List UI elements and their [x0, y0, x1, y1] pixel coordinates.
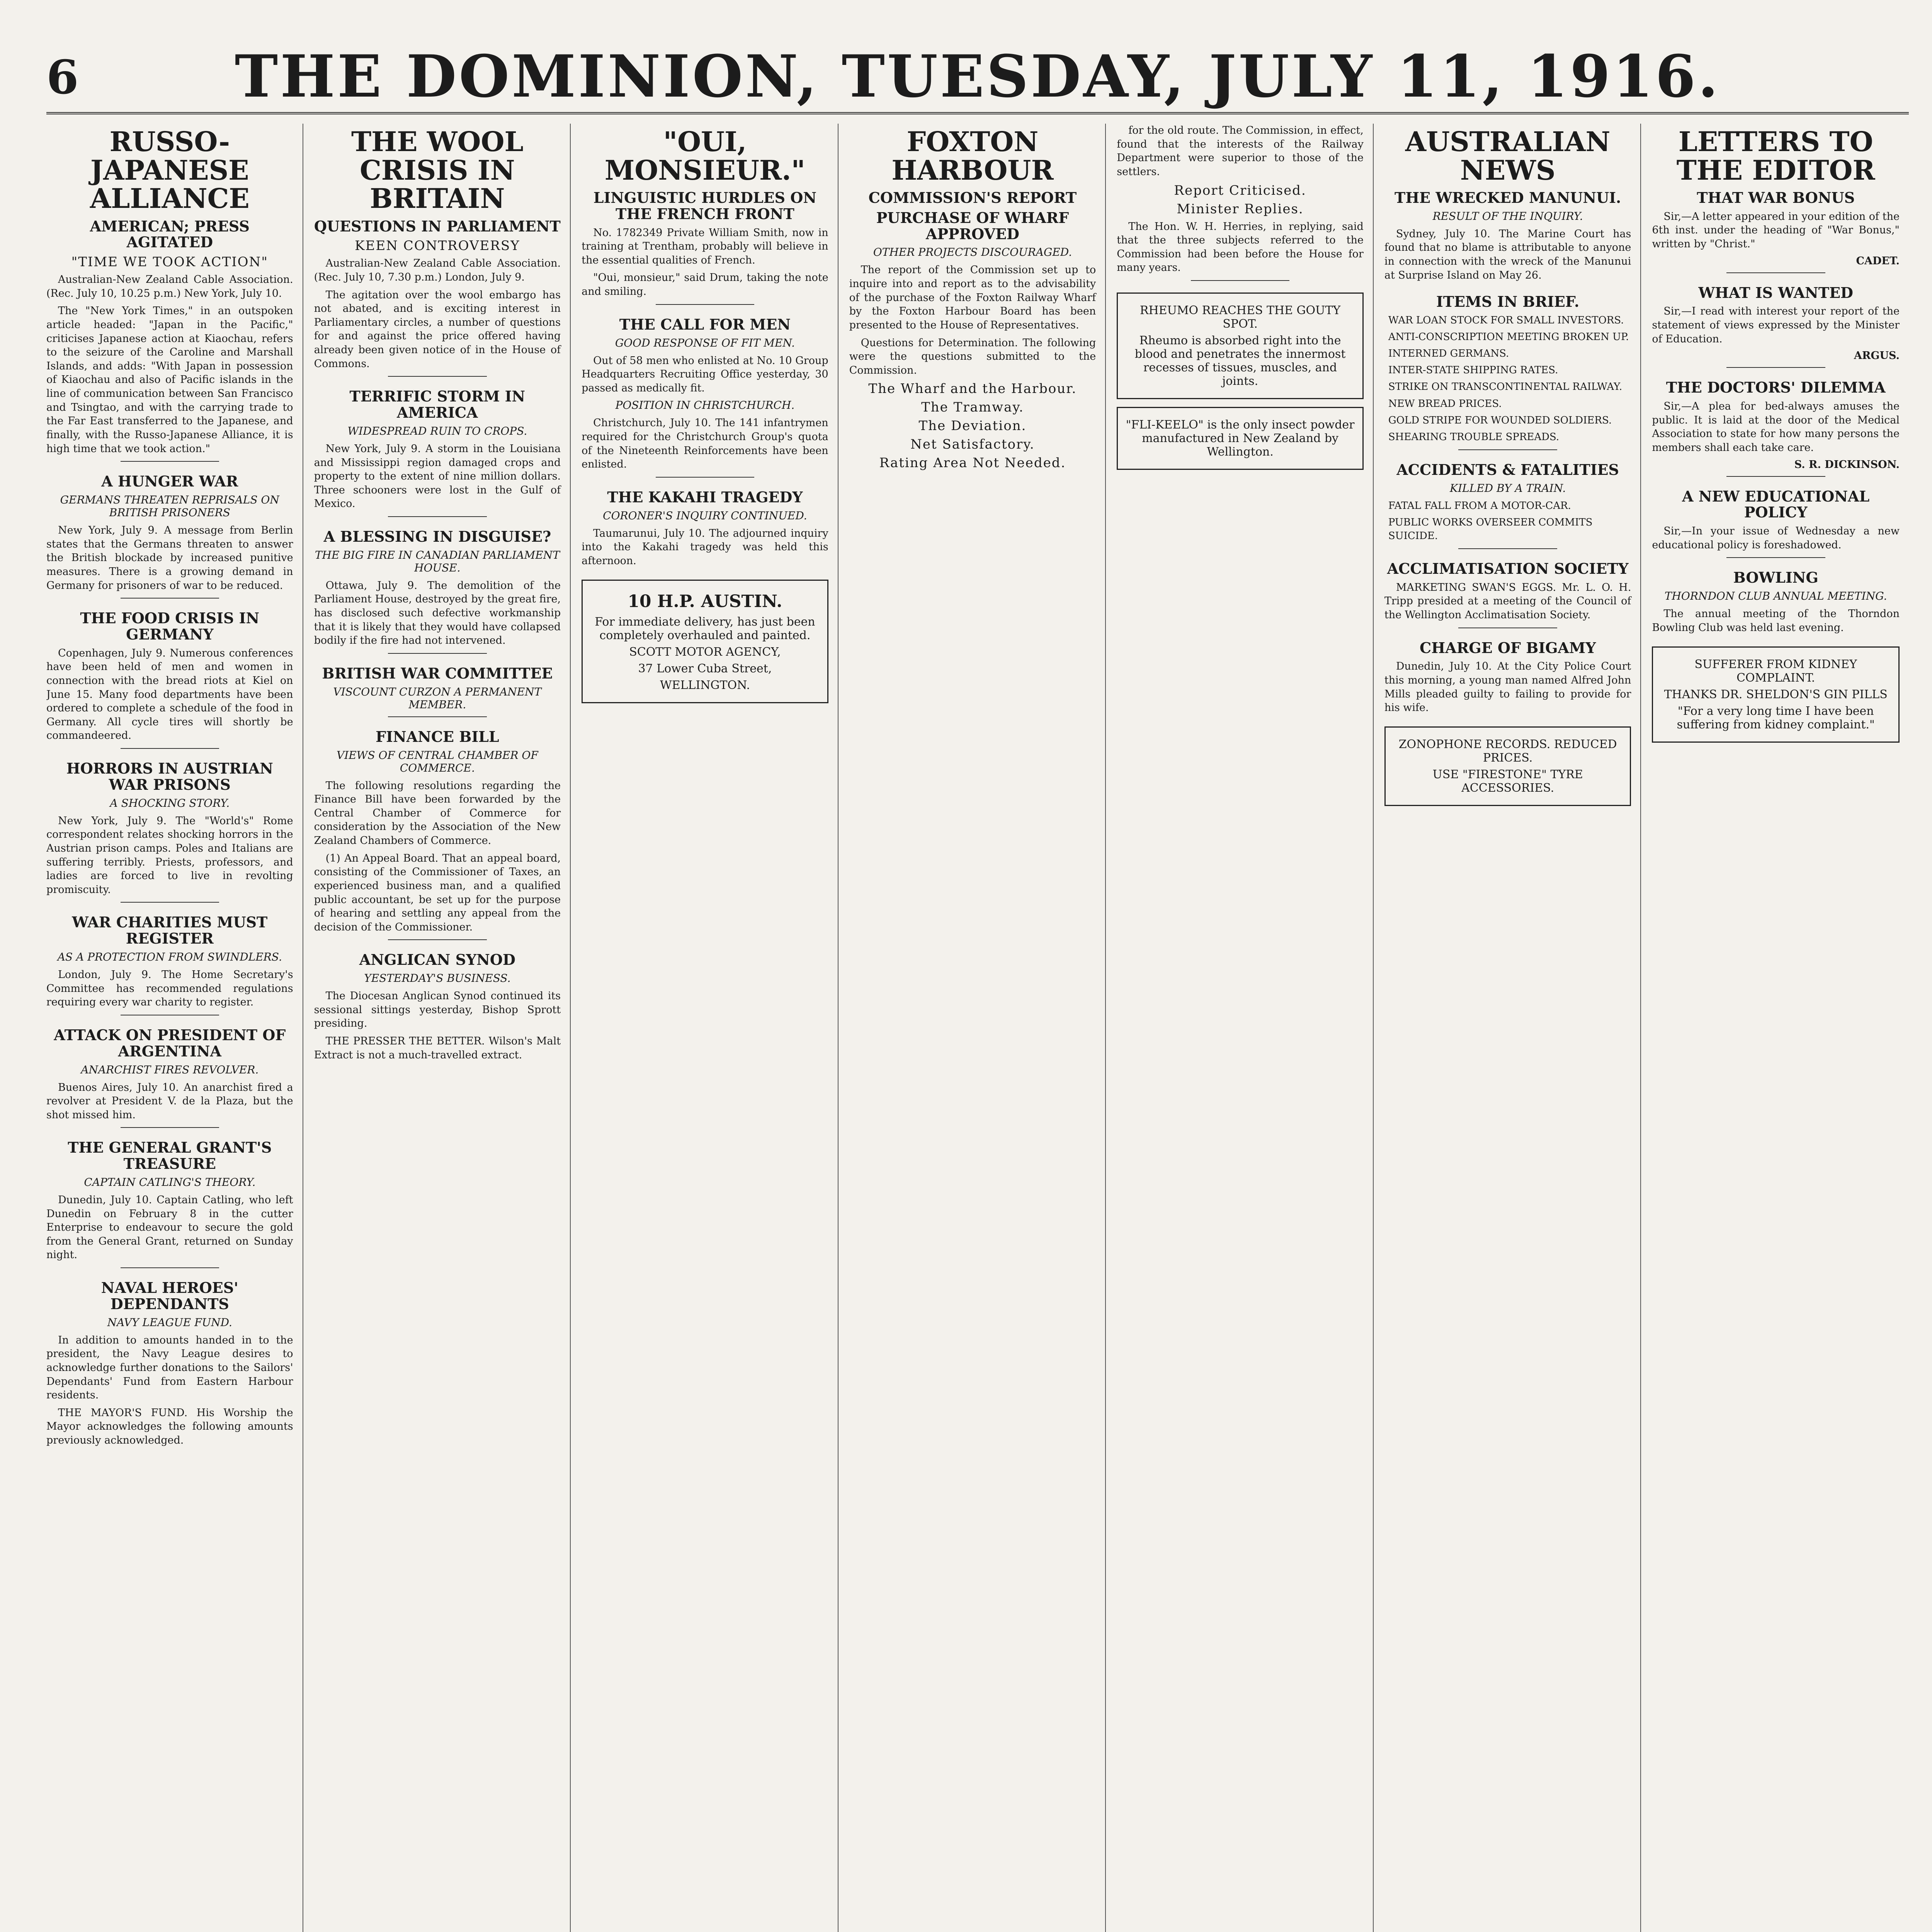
ad-title: 10 H.P. AUSTIN. — [628, 591, 782, 611]
paragraph: for the old route. The Commission, in effect, found that the interests of the Railway Department were superior to those of the settlers. — [1117, 124, 1364, 178]
headline: WHAT IS WANTED — [1698, 284, 1853, 301]
article-blessing-disguise — [314, 529, 561, 654]
subhead: CAPTAIN CATLING'S THEORY. — [84, 1175, 256, 1189]
article-doctors-dilemma — [1652, 379, 1900, 476]
article-items-in-brief — [1384, 294, 1631, 450]
article-body — [314, 442, 561, 511]
subhead: THE WRECKED MANUNUI. — [1394, 189, 1621, 206]
article-general-grant — [46, 1139, 293, 1268]
column-1 — [46, 124, 303, 1932]
paragraph: The following resolutions regarding the Finance Bill have been forwarded by the Central Chamber of Commerce for consideration by the Association of the New Zealand Chambers of Commerce. — [314, 779, 561, 847]
headline: FOXTON HARBOUR — [891, 126, 1054, 186]
paragraph: Sir,—A letter appeared in your edition of the 6th inst. under the heading of "War Bonus," written by "Christ." — [1652, 210, 1900, 250]
paragraph: Sir,—I read with interest your report of the statement of views expressed by the Minister of Education. — [1652, 305, 1900, 345]
ad-text: SCOTT MOTOR AGENCY, — [629, 645, 781, 659]
subhead: ANARCHIST FIRES REVOLVER. — [81, 1063, 259, 1076]
newspaper-title: THE DOMINION, TUESDAY, JULY 11, 1916. — [235, 43, 1721, 111]
subhead: VIEWS OF CENTRAL CHAMBER OF COMMERCE. — [336, 748, 538, 774]
divider — [388, 939, 486, 940]
column-5 — [1117, 124, 1374, 1932]
article-storm-america — [314, 388, 561, 517]
article-body — [314, 257, 561, 371]
divider — [388, 516, 486, 517]
article-body — [582, 527, 828, 568]
subhead: QUESTIONS IN PARLIAMENT — [314, 217, 561, 235]
headline: CHARGE OF BIGAMY — [1420, 639, 1596, 656]
article-body — [1384, 660, 1631, 715]
advertisement-gin-pills — [1652, 646, 1900, 743]
article-foxton-continued — [1117, 124, 1364, 281]
paragraph: Australian-New Zealand Cable Association. (Rec. July 10, 10.25 p.m.) New York, July 10. — [46, 274, 293, 299]
paragraph: New York, July 9. A message from Berlin states that the Germans threaten to answer the British blockade by increased punitive measures. There is a growing demand in Germany for prisoners of war to be reduced. — [46, 524, 293, 592]
ad-text: USE "FIRESTONE" TYRE ACCESSORIES. — [1432, 767, 1583, 795]
brief-item: GOLD STRIPE FOR WOUNDED SOLDIERS. — [1388, 414, 1612, 426]
dek: OTHER PROJECTS DISCOURAGED. — [873, 246, 1072, 259]
article-body — [46, 273, 293, 456]
divider — [388, 653, 486, 654]
article-wool-crisis — [314, 128, 561, 377]
article-kakahi-tragedy — [582, 489, 828, 568]
paragraph: No. 1782349 Private William Smith, now in training at Trentham, probably will believe in the essential qualities of French. — [582, 226, 828, 266]
ad-text: For immediate delivery, has just been completely overhauled and painted. — [595, 615, 815, 642]
dek: RESULT OF THE INQUIRY. — [1432, 209, 1583, 223]
article-war-charities — [46, 914, 293, 1015]
subhead: AS A PROTECTION FROM SWINDLERS. — [57, 951, 282, 964]
article-body — [314, 989, 561, 1062]
article-body — [46, 1081, 293, 1122]
article-foxton-harbour — [849, 128, 1096, 471]
divider — [1458, 449, 1557, 450]
headline: ANGLICAN SYNOD — [359, 951, 515, 969]
divider — [121, 598, 219, 599]
headline: "OUI, MONSIEUR." — [604, 126, 805, 186]
paragraph: Out of 58 men who enlisted at No. 10 Group Headquarters Recruiting Office yesterday, 30 passed as medically fit. — [582, 354, 828, 394]
brief-item: FATAL FALL FROM A MOTOR-CAR. — [1388, 500, 1571, 512]
article-austrian-prisons — [46, 760, 293, 903]
brief-item: INTER-STATE SHIPPING RATES. — [1388, 364, 1558, 376]
subhead: KILLED BY A TRAIN. — [1450, 481, 1566, 495]
article-body — [1384, 581, 1631, 622]
section-heading: Net Satisfactory. — [910, 437, 1035, 452]
paragraph: Taumarunui, July 10. The adjourned inquiry into the Kakahi tragedy was held this afternoon. — [582, 527, 828, 567]
paragraph: New York, July 9. The "World's" Rome correspondent relates shocking horrors in the Austrian prison camps. Poles and Italians are suffering terribly. Priests, professors, and ladies are forced to live in revolting promiscuity. — [46, 815, 293, 896]
paragraph: The "New York Times," in an outspoken article headed: "Japan in the Pacific," criticises Japanese action at Kiaochau, refers to the seizure of the Caroline and Marshall Islands, and adds: "With Japan in possession of Kiaochau and also of Pacific islands in the line of communication between San Francisco and Tsingtao, and with the carrying trade to the Far East transferred to the Japanese, and finally, with the Russo-Japanese Alliance, it is high time that we took action." — [46, 305, 293, 455]
ad-text: Rheumo is absorbed right into the blood and penetrates the innermost recesses of tissues, muscles, and joints. — [1134, 334, 1346, 388]
paragraph: The Hon. W. H. Herries, in replying, said that the three subjects referred to the Commission had been before the House for many years. — [1117, 220, 1364, 274]
paragraph: Christchurch, July 10. The 141 infantrymen required for the Christchurch Group's quota of the Nineteenth Reinforcements have been enlisted. — [582, 417, 828, 471]
article-bigamy — [1384, 640, 1631, 715]
article-body — [314, 579, 561, 648]
divider — [121, 461, 219, 462]
brief-item: STRIKE ON TRANSCONTINENTAL RAILWAY. — [1388, 381, 1622, 393]
headline: THE DOCTORS' DILEMMA — [1666, 379, 1886, 396]
brief-item: ANTI-CONSCRIPTION MEETING BROKEN UP. — [1388, 331, 1629, 343]
article-body — [1652, 524, 1900, 552]
article-food-crisis — [46, 610, 293, 749]
article-finance-bill — [314, 729, 561, 940]
advertisement-flikeelo — [1117, 407, 1364, 470]
paragraph: THE PRESSER THE BETTER. Wilson's Malt Extract is not a much-travelled extract. — [314, 1035, 561, 1061]
section-heading: The Wharf and the Harbour. — [868, 381, 1077, 397]
headline: HORRORS IN AUSTRIAN WAR PRISONS — [66, 760, 273, 793]
subhead: POSITION IN CHRISTCHURCH. — [615, 399, 795, 412]
headline: ACCLIMATISATION SOCIETY — [1387, 560, 1629, 577]
article-anglican-synod — [314, 952, 561, 1062]
headline: ATTACK ON PRESIDENT OF ARGENTINA — [54, 1026, 286, 1060]
ad-text: THANKS DR. SHELDON'S GIN PILLS — [1664, 687, 1888, 701]
paragraph: Dunedin, July 10. Captain Catling, who left Dunedin on February 8 in the cutter Enterprise to endeavour to secure the gold from the General Grant, returned on Sunday night. — [46, 1194, 293, 1261]
article-british-war-committee — [314, 665, 561, 717]
advertisement-austin — [582, 580, 828, 703]
paragraph: THE MAYOR'S FUND. His Worship the Mayor acknowledges the following amounts previously acknowledged. — [46, 1406, 293, 1447]
headline: THE CALL FOR MEN — [619, 315, 791, 333]
signature: S. R. DICKINSON. — [1794, 458, 1900, 471]
signature: CADET. — [1856, 255, 1900, 267]
article-body — [582, 416, 828, 471]
paragraph: London, July 9. The Home Secretary's Committee has recommended regulations requiring every war charity to register. — [46, 969, 293, 1009]
headline: LETTERS TO THE EDITOR — [1676, 126, 1875, 186]
subhead: AMERICAN; PRESS AGITATED — [90, 217, 250, 251]
headline: AUSTRALIAN NEWS — [1405, 126, 1611, 186]
article-argentina — [46, 1027, 293, 1128]
article-body — [46, 646, 293, 743]
divider — [121, 1267, 219, 1268]
subhead: VISCOUNT CURZON A PERMANENT MEMBER. — [333, 685, 542, 711]
subhead: LINGUISTIC HURDLES ON THE FRENCH FRONT — [593, 189, 817, 223]
headline: THE WOOL CRISIS IN BRITAIN — [351, 126, 524, 214]
subhead: THORNDON CLUB ANNUAL MEETING. — [1664, 590, 1887, 603]
divider — [656, 304, 754, 305]
article-bowling — [1652, 570, 1900, 634]
headline: RUSSO-JAPANESE ALLIANCE — [90, 126, 250, 214]
article-body — [849, 263, 1096, 471]
ad-text: "For a very long time I have been suffering from kidney complaint." — [1677, 704, 1875, 731]
article-body — [1117, 124, 1364, 198]
article-body — [46, 1333, 293, 1447]
article-body — [1652, 607, 1900, 634]
headline: BRITISH WAR COMMITTEE — [322, 664, 553, 682]
subhead: COMMISSION'S REPORT — [868, 189, 1077, 206]
paragraph: The Diocesan Anglican Synod continued its sessional sittings yesterday, Bishop Sprott presiding. — [314, 990, 561, 1030]
divider — [1726, 557, 1825, 558]
section-heading: Rating Area Not Needed. — [879, 455, 1066, 471]
ad-text: "FLI-KEELO" is the only insect powder manufactured in New Zealand by Wellington. — [1126, 418, 1355, 459]
brief-item: SHEARING TROUBLE SPREADS. — [1388, 431, 1560, 443]
subhead: THAT WAR BONUS — [1697, 189, 1855, 206]
column-4 — [849, 124, 1106, 1932]
article-body — [314, 779, 561, 934]
signature: ARGUS. — [1854, 350, 1900, 362]
paragraph: Sydney, July 10. The Marine Court has found that no blame is attributable to anyone in connection with the wreck of the Manunui at Surprise Island on May 26. — [1384, 228, 1631, 281]
article-body — [1652, 400, 1900, 455]
paragraph: In addition to amounts handed in to the president, the Navy League desires to acknowledge further donations to the Sailors' Dependants' Fund from Eastern Harbour residents. — [46, 1334, 293, 1401]
subhead: THE BIG FIRE IN CANADIAN PARLIAMENT HOUSE. — [315, 548, 560, 574]
brief-item: WAR LOAN STOCK FOR SMALL INVESTORS. — [1388, 315, 1624, 327]
column-3 — [582, 124, 838, 1932]
article-oui-monsieur — [582, 128, 828, 305]
section-heading: Report Criticised. — [1174, 182, 1306, 198]
subhead: GERMANS THREATEN REPRISALS ON BRITISH PRISONERS — [60, 493, 279, 519]
paragraph: Sir,—A plea for bed-always amuses the public. It is laid at the door of the Medical Association to state for how many persons the members shall each take care. — [1652, 400, 1900, 454]
article-body — [46, 968, 293, 1009]
article-naval-heroes — [46, 1280, 293, 1447]
page-number: 6 — [46, 50, 79, 105]
divider — [1458, 548, 1557, 549]
paragraph: Copenhagen, July 9. Numerous conferences have been held of men and women in connection with the bread riots at Kiel on June 15. Many food departments have been ordered to complete a schedule of the food in Germany. All cycle tires will shortly be commandeered. — [46, 647, 293, 742]
article-hunger-war — [46, 473, 293, 599]
headline: ACCIDENTS & FATALITIES — [1396, 461, 1619, 478]
divider — [1726, 476, 1825, 477]
headline: A BLESSING IN DISGUISE? — [323, 528, 551, 546]
subhead: YESTERDAY'S BUSINESS. — [364, 972, 511, 985]
article-educational-policy — [1652, 488, 1900, 558]
article-call-for-men — [582, 316, 828, 478]
article-australian-news — [1384, 128, 1631, 282]
paragraph: Questions for Determination. The following were the questions submitted to the Commission. — [849, 337, 1096, 376]
article-letters — [1652, 128, 1900, 273]
kicker: KEEN CONTROVERSY — [355, 238, 520, 254]
ad-text: 37 Lower Cuba Street, — [638, 662, 772, 675]
brief-item: INTERNED GERMANS. — [1388, 348, 1509, 360]
headline: BOWLING — [1733, 569, 1818, 587]
divider — [121, 1127, 219, 1128]
advertisement-rheumo — [1117, 293, 1364, 399]
paragraph: Dunedin, July 10. At the City Police Court this morning, a young man named Alfred John Mills pleaded guilty to failing to provide for his wife. — [1384, 660, 1631, 714]
headline: THE GENERAL GRANT'S TREASURE — [68, 1139, 272, 1173]
paragraph: (1) An Appeal Board. That an appeal board, consisting of the Commissioner of Taxes, an experienced business man, and a qualified public accountant, be set up for the purpose of hearing and settling any appeal from the decision of the Commissioner. — [314, 852, 561, 933]
ad-title: ZONOPHONE RECORDS. REDUCED PRICES. — [1398, 737, 1617, 765]
article-russo-japanese — [46, 128, 293, 462]
article-body — [582, 354, 828, 395]
section-heading: Minister Replies. — [1177, 201, 1304, 217]
kicker: PURCHASE OF WHARF APPROVED — [876, 209, 1069, 243]
brief-item: PUBLIC WORKS OVERSEER COMMITS SUICIDE. — [1388, 516, 1593, 542]
article-acclimatisation — [1384, 561, 1631, 628]
headline: WAR CHARITIES MUST REGISTER — [72, 913, 268, 947]
paragraph: New York, July 9. A storm in the Louisiana and Mississippi region damaged crops and property to the extent of nine million dollars. Three schooners were lost in the Gulf of Mexico. — [314, 442, 561, 510]
article-body — [1117, 220, 1364, 275]
paragraph: The report of the Commission set up to inquire into and report as to the advisability of the purchase of the Foxton Railway Wharf by the Foxton Harbour Board has been presented to the House of Representatives. — [849, 264, 1096, 331]
divider — [388, 716, 486, 717]
column-7 — [1652, 124, 1909, 1932]
headline: FINANCE BILL — [376, 728, 499, 745]
ad-text: WELLINGTON. — [660, 678, 750, 692]
article-body — [1652, 210, 1900, 251]
divider — [121, 748, 219, 749]
divider — [1726, 272, 1825, 273]
subhead: GOOD RESPONSE OF FIT MEN. — [615, 336, 795, 349]
column-6 — [1384, 124, 1641, 1932]
headline: THE FOOD CRISIS IN GERMANY — [80, 609, 260, 643]
section-heading: The Deviation. — [918, 418, 1027, 434]
headline: A NEW EDUCATIONAL POLICY — [1682, 487, 1870, 521]
subhead: WIDESPREAD RUIN TO CROPS. — [347, 424, 527, 437]
paragraph: Ottawa, July 9. The demolition of the Parliament House, destroyed by the great fire, has disclosed such defective workmanship that it is likely that they would have collapsed bodily if the fire had not intervened. — [314, 579, 561, 647]
divider — [1726, 367, 1825, 368]
headline: ITEMS IN BRIEF. — [1436, 293, 1580, 311]
article-body — [46, 524, 293, 592]
advertisement-zonophone — [1384, 726, 1631, 806]
article-what-is-wanted — [1652, 285, 1900, 368]
divider — [121, 902, 219, 903]
article-accidents — [1384, 462, 1631, 549]
ad-title: SUFFERER FROM KIDNEY COMPLAINT. — [1694, 657, 1857, 685]
ad-title: RHEUMO REACHES THE GOUTY SPOT. — [1139, 304, 1341, 331]
section-heading: The Tramway. — [921, 400, 1024, 415]
headline: A HUNGER WAR — [101, 473, 238, 490]
article-body — [582, 226, 828, 299]
paragraph: MARKETING SWAN'S EGGS. Mr. L. O. H. Tripp presided at a meeting of the Council of the Wellington Acclimatisation Society. — [1384, 581, 1631, 621]
subhead: NAVY LEAGUE FUND. — [107, 1316, 232, 1329]
article-body — [46, 1193, 293, 1262]
divider — [656, 477, 754, 478]
brief-item: NEW BREAD PRICES. — [1388, 398, 1502, 410]
divider — [1191, 280, 1289, 281]
kicker: "TIME WE TOOK ACTION" — [71, 254, 268, 270]
subhead: A SHOCKING STORY. — [110, 796, 230, 810]
paragraph: "Oui, monsieur," said Drum, taking the note and smiling. — [582, 272, 828, 298]
paragraph: The annual meeting of the Thorndon Bowling Club was held last evening. — [1652, 608, 1900, 634]
divider — [388, 376, 486, 377]
column-2 — [314, 124, 571, 1932]
paragraph: Australian-New Zealand Cable Association. (Rec. July 10, 7.30 p.m.) London, July 9. — [314, 257, 561, 283]
headline: THE KAKAHI TRAGEDY — [607, 488, 803, 506]
masthead — [46, 35, 1909, 114]
headline: NAVAL HEROES' DEPENDANTS — [101, 1279, 238, 1313]
headline: TERRIFIC STORM IN AMERICA — [349, 388, 526, 422]
columns — [46, 124, 1909, 1932]
paragraph: Sir,—In your issue of Wednesday a new educational policy is foreshadowed. — [1652, 525, 1900, 551]
article-body — [1652, 304, 1900, 346]
article-body — [46, 814, 293, 897]
paragraph: The agitation over the wool embargo has not abated, and is exciting interest in Parliamentary circles, a number of questions for and against the price offered having already been given notice of in the House of Commons. — [314, 289, 561, 370]
article-body — [1384, 227, 1631, 282]
paragraph: Buenos Aires, July 10. An anarchist fired a revolver at President V. de la Plaza, but the shot missed him. — [46, 1081, 293, 1121]
subhead: CORONER'S INQUIRY CONTINUED. — [603, 509, 807, 522]
